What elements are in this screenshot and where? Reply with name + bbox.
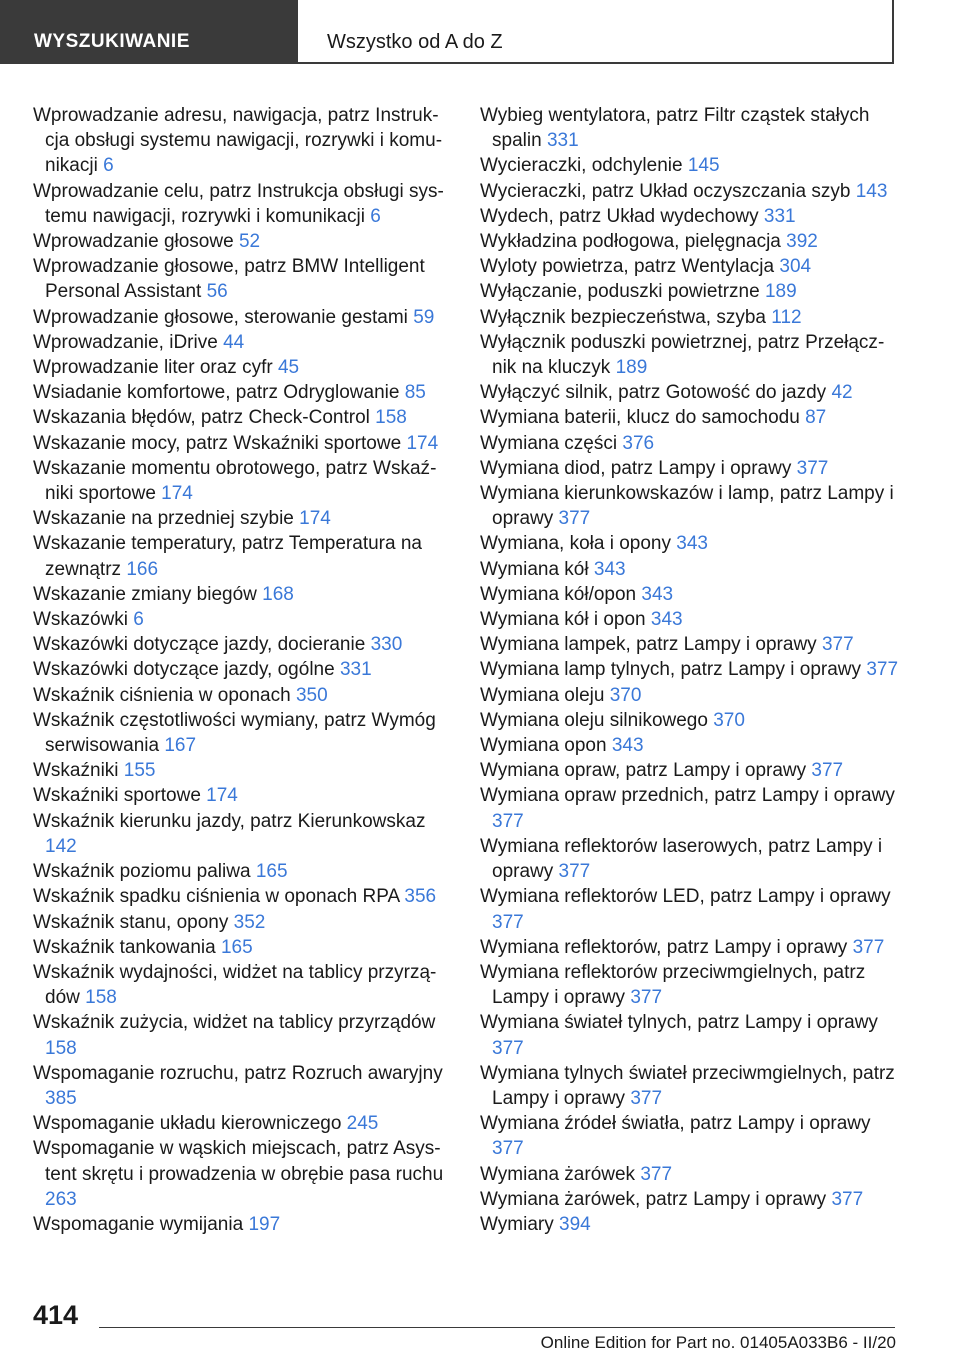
index-term: Wymiana diod, patrz Lampy i oprawy	[480, 457, 792, 479]
page-reference-link[interactable]: 370	[609, 684, 642, 706]
page-reference-link[interactable]: 377	[558, 861, 591, 883]
page-reference-link[interactable]: 44	[223, 331, 245, 353]
page-reference-link[interactable]: 356	[404, 886, 437, 908]
index-entry	[480, 834, 900, 884]
index-entry	[33, 405, 445, 430]
page-reference-link[interactable]: 174	[406, 432, 439, 454]
page-reference-link[interactable]: 343	[611, 735, 644, 757]
page-reference-link[interactable]: 197	[248, 1213, 281, 1235]
page-reference-link[interactable]: 167	[164, 735, 197, 757]
page-reference-link[interactable]: 52	[238, 231, 261, 253]
index-term: Wspomaganie w wąskich miejscach, patrz Asystent skrętu i prowadzenia w obrębie pasa ruchu	[33, 1138, 444, 1185]
index-entry	[480, 708, 900, 733]
index-term: Wymiana kierunkowskazów i lamp, patrz Lampy i oprawy	[480, 483, 894, 530]
index-term: Wspomaganie układu kierowniczego	[33, 1113, 342, 1135]
index-term: Wymiana opraw przednich, patrz Lampy i oprawy	[480, 785, 895, 807]
index-term: Wprowadzanie głosowe, sterowanie gestami	[33, 306, 408, 328]
index-term: Wskazanie momentu obrotowego, patrz Wskaźniki sportowe	[33, 457, 437, 505]
index-term: Wymiana baterii, klucz do samochodu	[480, 407, 800, 429]
index-entry	[33, 179, 445, 229]
page-reference-link[interactable]: 392	[786, 231, 818, 253]
index-column-right	[480, 103, 900, 1237]
index-term: Wskaźnik częstotliwości wymiany, patrz Wymóg serwisowania	[33, 709, 436, 757]
edition-note: Online Edition for Part no. 01405A033B6 - II/20	[540, 1333, 896, 1352]
index-entry	[480, 405, 900, 430]
index-entry	[480, 632, 900, 657]
index-entry	[33, 431, 445, 456]
index-entry	[33, 783, 445, 808]
index-column-left	[33, 103, 445, 1237]
index-term: Wskaźnik poziomu paliwa	[33, 861, 251, 883]
page-reference-link[interactable]: 343	[676, 533, 708, 555]
header-divider	[298, 62, 311, 64]
breadcrumb: Wszystko od A do Z	[311, 0, 894, 64]
index-term: Wskazówki dotyczące jazdy, docieranie	[33, 634, 366, 656]
index-term: Wymiana opraw, patrz Lampy i oprawy	[480, 760, 807, 782]
index-term: Wymiana kół i opon	[480, 609, 646, 631]
index-entry	[33, 1010, 445, 1060]
index-entry	[480, 481, 900, 531]
page-reference-link[interactable]: 189	[764, 281, 797, 303]
index-term: Wymiana reflektorów przeciwmgielnych, patrz Lampy i oprawy	[480, 961, 866, 1009]
index-term: Wprowadzanie liter oraz cyfr	[33, 357, 273, 379]
index-term: Wymiary	[480, 1213, 554, 1235]
index-term: Wprowadzanie adresu, nawigacja, patrz Instrukcja obsługi systemu nawigacji, rozrywki i komunikacji	[33, 105, 443, 177]
index-entry	[33, 582, 445, 607]
page-reference-link[interactable]: 174	[299, 508, 331, 530]
index-term: Wskazania błędów, patrz Check-Control	[33, 407, 370, 429]
page-reference-link[interactable]: 142	[45, 835, 77, 857]
index-entry	[33, 960, 445, 1010]
page-reference-link[interactable]: 377	[558, 508, 591, 530]
index-entry	[33, 632, 445, 657]
index-term: Wsiadanie komfortowe, patrz Odryglowanie	[33, 382, 400, 404]
index-term: Wycieraczki, patrz Układ oczyszczania szyb	[480, 180, 851, 202]
index-term: Wyłączyć silnik, patrz Gotowość do jazdy	[480, 382, 827, 404]
page-reference-link[interactable]: 330	[370, 634, 403, 656]
index-entry	[33, 607, 445, 632]
index-entry	[33, 254, 445, 304]
page-reference-link[interactable]: 263	[45, 1188, 77, 1210]
page-reference-link[interactable]: 352	[233, 911, 266, 933]
index-term: Wskaźniki	[33, 760, 119, 782]
index-entry	[33, 380, 445, 405]
page-reference-link[interactable]: 370	[713, 709, 745, 731]
index-term: Wprowadzanie głosowe	[33, 231, 234, 253]
index-entry	[480, 279, 900, 304]
index-term: Wspomaganie wymijania	[33, 1213, 244, 1235]
index-entry	[480, 1212, 900, 1237]
index-term: Wymiana, koła i opony	[480, 533, 671, 555]
page-reference-link[interactable]: 343	[650, 609, 683, 631]
index-term: Wyłącznik poduszki powietrznej, patrz Przełącznik na kluczyk	[480, 331, 885, 379]
page-reference-link[interactable]: 394	[559, 1213, 591, 1235]
index-term: Wykładzina podłogowa, pielęgnacja	[480, 231, 781, 253]
index-entry	[33, 103, 445, 179]
index-entry	[33, 1136, 445, 1212]
page-reference-link[interactable]: 56	[206, 281, 228, 303]
index-entry	[480, 305, 900, 330]
index-entry	[480, 783, 900, 833]
page-reference-link[interactable]: 377	[640, 1163, 673, 1185]
page-reference-link[interactable]: 377	[630, 1087, 663, 1109]
page-reference-link[interactable]: 377	[831, 1188, 864, 1210]
index-term: Wymiana źródeł światła, patrz Lampy i oprawy	[480, 1113, 871, 1135]
page-reference-link[interactable]: 377	[492, 911, 524, 933]
index-entry	[480, 431, 900, 456]
index-entry	[480, 1061, 900, 1111]
page-reference-link[interactable]: 331	[763, 205, 796, 227]
index-term: Wymiana opon	[480, 735, 607, 757]
index-entry	[480, 935, 900, 960]
index-term: Wskaźniki sportowe	[33, 785, 201, 807]
index-entry	[480, 254, 900, 279]
index-entry	[480, 582, 900, 607]
index-entry	[480, 179, 900, 204]
index-term: Wspomaganie rozruchu, patrz Rozruch awaryjny	[33, 1062, 443, 1084]
index-term: Wymiana żarówek	[480, 1163, 636, 1185]
index-term: Wskazanie mocy, patrz Wskaźniki sportowe	[33, 432, 402, 454]
page-reference-link[interactable]: 145	[687, 155, 720, 177]
page-reference-link[interactable]: 331	[339, 659, 372, 681]
page-reference-link[interactable]: 385	[45, 1087, 77, 1109]
page-reference-link[interactable]: 377	[811, 760, 844, 782]
index-term: Wymiana oleju	[480, 684, 605, 706]
index-entry	[33, 531, 445, 581]
index-term: Wymiana oleju silnikowego	[480, 709, 708, 731]
index-term: Wymiana reflektorów laserowych, patrz Lampy i oprawy	[480, 835, 883, 883]
index-entry	[33, 935, 445, 960]
page-reference-link[interactable]: 6	[103, 155, 114, 177]
index-entry	[33, 809, 445, 859]
page-reference-link[interactable]: 158	[45, 1037, 77, 1059]
page-reference-link[interactable]: 85	[404, 382, 426, 404]
page-reference-link[interactable]: 6	[370, 205, 381, 227]
page-reference-link[interactable]: 59	[413, 306, 435, 328]
index-entry	[480, 1187, 900, 1212]
index-entry	[33, 506, 445, 531]
page-reference-link[interactable]: 45	[277, 357, 300, 379]
index-term: Wyloty powietrza, patrz Wentylacja	[480, 256, 775, 278]
index-term: Wskaźnik zużycia, widżet na tablicy przyrządów	[33, 1012, 436, 1034]
index-term: Wskazówki dotyczące jazdy, ogólne	[33, 659, 335, 681]
index-term: Wyłącznik bezpieczeństwa, szyba	[480, 306, 767, 328]
index-term: Wprowadzanie głosowe, patrz BMW Intelligent Personal Assistant	[33, 256, 425, 303]
index-term: Wskaźnik ciśnienia w oponach	[33, 684, 291, 706]
index-term: Wskaźnik stanu, opony	[33, 911, 229, 933]
index-entry	[33, 229, 445, 254]
index-entry	[33, 355, 445, 380]
index-entry	[33, 1212, 445, 1237]
page-reference-link[interactable]: 42	[831, 382, 853, 404]
index-entry	[33, 1111, 445, 1136]
page-reference-link[interactable]: 6	[133, 609, 144, 631]
page-reference-link[interactable]: 174	[161, 483, 193, 505]
page-reference-link[interactable]: 87	[805, 407, 827, 429]
index-entry	[33, 456, 445, 506]
index-term: Wskazanie temperatury, patrz Temperatura na zewnątrz	[33, 533, 422, 580]
page-reference-link[interactable]: 343	[641, 583, 674, 605]
index-term: Wprowadzanie, iDrive	[33, 331, 218, 353]
page-reference-link[interactable]: 165	[255, 861, 288, 883]
index-entry	[480, 1162, 900, 1187]
page-reference-link[interactable]: 112	[771, 306, 802, 328]
index-entry	[33, 859, 445, 884]
page-reference-link[interactable]: 304	[779, 256, 812, 278]
index-entry	[480, 683, 900, 708]
index-entry	[480, 103, 900, 153]
page-reference-link[interactable]: 158	[375, 407, 407, 429]
page-number: 414	[33, 1300, 79, 1330]
section-tab[interactable]: WYSZUKIWANIE	[0, 0, 298, 64]
index-entry	[33, 758, 445, 783]
index-entry	[33, 708, 445, 758]
index-entry	[33, 884, 445, 909]
index-entry	[480, 1010, 900, 1060]
index-term: Wymiana kół	[480, 558, 589, 580]
index-entry	[480, 229, 900, 254]
page-reference-link[interactable]: 189	[615, 357, 648, 379]
index-term: Wskazanie zmiany biegów	[33, 583, 257, 605]
index-term: Wymiana reflektorów LED, patrz Lampy i oprawy	[480, 886, 891, 908]
page-reference-link[interactable]: 245	[346, 1113, 379, 1135]
index-entry	[480, 153, 900, 178]
index-term: Wymiana lamp tylnych, patrz Lampy i oprawy	[480, 659, 862, 681]
index-term: Wskaźnik spadku ciśnienia w oponach RPA	[33, 886, 400, 908]
page-reference-link[interactable]: 377	[866, 659, 899, 681]
page-reference-link[interactable]: 377	[821, 634, 854, 656]
index-term: Wskazówki	[33, 609, 129, 631]
page-reference-link[interactable]: 174	[206, 785, 238, 807]
index-entry	[33, 910, 445, 935]
index-entry	[480, 531, 900, 556]
index-term: Wymiana lampek, patrz Lampy i oprawy	[480, 634, 817, 656]
index-entry	[33, 657, 445, 682]
index-entry	[480, 657, 900, 682]
index-entry	[480, 557, 900, 582]
index-term: Wskaźnik kierunku jazdy, patrz Kierunkowskaz	[33, 810, 426, 832]
page-reference-link[interactable]: 343	[593, 558, 626, 580]
page-reference-link[interactable]: 165	[220, 936, 253, 958]
index-term: Wymiana kół/opon	[480, 583, 637, 605]
index-term: Wydech, patrz Układ wydechowy	[480, 205, 759, 227]
page-reference-link[interactable]: 166	[126, 558, 159, 580]
page-reference-link[interactable]: 155	[123, 760, 156, 782]
index-entry	[480, 733, 900, 758]
page-reference-link[interactable]: 331	[546, 130, 579, 152]
index-term: Wymiana reflektorów, patrz Lampy i oprawy	[480, 936, 848, 958]
index-term: Wybieg wentylatora, patrz Filtr cząstek stałych spalin	[480, 105, 870, 152]
page-header	[0, 0, 960, 66]
index-entry	[480, 330, 900, 380]
page-reference-link[interactable]: 377	[796, 457, 829, 479]
index-entry	[480, 960, 900, 1010]
index-term: Wymiana świateł tylnych, patrz Lampy i oprawy	[480, 1012, 878, 1034]
index-entry	[480, 456, 900, 481]
index-entry	[480, 380, 900, 405]
index-term: Wskazanie na przedniej szybie	[33, 508, 294, 530]
page-reference-link[interactable]: 377	[492, 810, 524, 832]
index-entry	[33, 1061, 445, 1111]
index-entry	[33, 330, 445, 355]
page-reference-link[interactable]: 376	[622, 432, 655, 454]
index-term: Wskaźnik wydajności, widżet na tablicy przyrządów	[33, 961, 437, 1009]
index-entry	[33, 305, 445, 330]
index-term: Wyłączanie, poduszki powietrzne	[480, 281, 760, 303]
page-reference-link[interactable]: 168	[262, 583, 294, 605]
index-entry	[480, 758, 900, 783]
index-term: Wskaźnik tankowania	[33, 936, 216, 958]
index-entry	[480, 607, 900, 632]
index-term: Wprowadzanie celu, patrz Instrukcja obsługi systemu nawigacji, rozrywki i komunikacji	[33, 180, 444, 227]
page-reference-link[interactable]: 377	[492, 1037, 524, 1059]
index-term: Wymiana żarówek, patrz Lampy i oprawy	[480, 1188, 827, 1210]
index-entry	[480, 1111, 900, 1161]
index-term: Wymiana tylnych świateł przeciwmgielnych, patrz Lampy i oprawy	[480, 1062, 895, 1109]
index-term: Wycieraczki, odchylenie	[480, 155, 683, 177]
page-reference-link[interactable]: 158	[85, 987, 117, 1009]
index-entry	[480, 884, 900, 934]
page-reference-link[interactable]: 350	[295, 684, 328, 706]
footer-divider	[99, 1327, 895, 1328]
index-term: Wymiana części	[480, 432, 618, 454]
page-reference-link[interactable]: 143	[855, 180, 888, 202]
index-entry	[480, 204, 900, 229]
page-reference-link[interactable]: 377	[852, 936, 885, 958]
index-entry	[33, 683, 445, 708]
page-reference-link[interactable]: 377	[630, 987, 663, 1009]
page-reference-link[interactable]: 377	[492, 1138, 524, 1160]
